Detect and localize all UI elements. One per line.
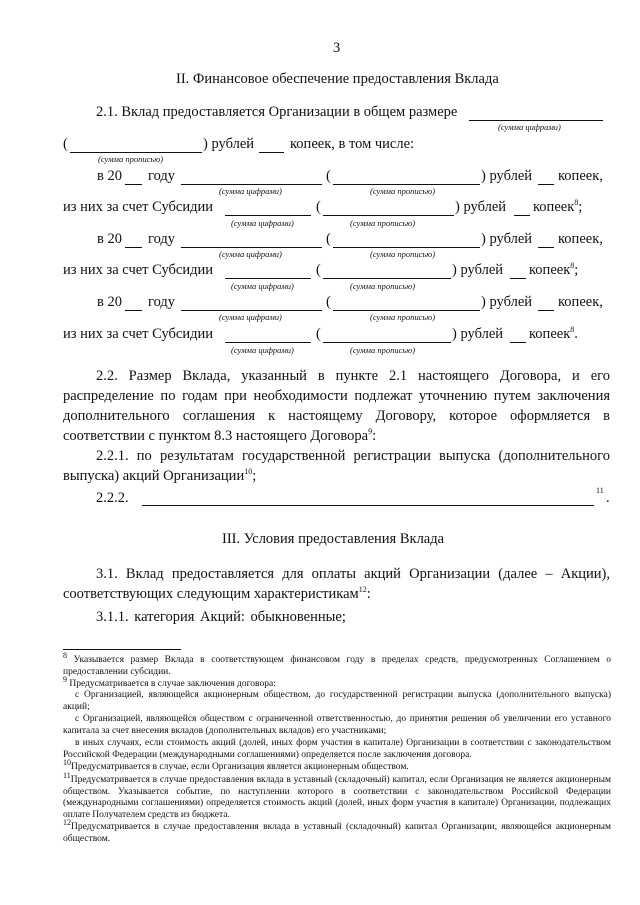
- kopeks-including-label: копеек, в том числе:: [290, 136, 415, 152]
- footnote-10: $^{10}$Предусматривается в случае, если Организация является акционерным обществом.: [63, 757, 409, 772]
- kopeks-label: копеек,: [558, 231, 603, 247]
- hint-digits: (сумма цифрами): [498, 122, 561, 132]
- rubles-label: ) рублей: [452, 262, 504, 278]
- hint-words: (сумма прописью): [350, 281, 416, 291]
- clause-3-1: 3.1. Вклад предоставляется для оплаты акций Организации (далее – Акции), соответствующих следующим характеристикам$^{12}$:: [63, 566, 610, 602]
- hint-digits: (сумма цифрами): [219, 186, 282, 196]
- subsidy-prefix: из них за счет Субсидии: [63, 262, 213, 278]
- rubles-label: ) рублей: [481, 294, 533, 310]
- year-2-digits-blank[interactable]: [181, 247, 322, 248]
- year-prefix: в 20: [97, 231, 122, 247]
- year-1-kopeks-blank[interactable]: [538, 184, 554, 185]
- hint-words: (сумма прописью): [370, 249, 436, 259]
- hint-words: (сумма прописью): [370, 186, 436, 196]
- footnote-ref-12[interactable]: 12: [358, 585, 367, 595]
- rubles-label: ) рублей: [203, 136, 255, 152]
- subsidy-3-digits-blank[interactable]: [225, 342, 311, 343]
- year-suffix: году: [148, 231, 176, 247]
- hint-digits: (сумма цифрами): [219, 312, 282, 322]
- subsidy-1-kopeks-blank[interactable]: [514, 215, 530, 216]
- total-words-blank[interactable]: [70, 152, 202, 153]
- hint-words: (сумма прописью): [350, 218, 416, 228]
- subsidy-3-kopeks-blank[interactable]: [510, 342, 526, 343]
- subsidy-3-words-blank[interactable]: [323, 342, 451, 343]
- year-prefix: в 20: [97, 294, 122, 310]
- year-3-kopeks-blank[interactable]: [538, 310, 554, 311]
- clause-2-2: 2.2. Размер Вклада, указанный в пункте 2.1 настоящего Договора, и его распределение по годам при необходимости подлежат уточнению путем заключения дополнительного соглашения к настоящему Договору, которое оформляется в соответствии с пунктом 8.3 настоящего Договора$^9$:: [63, 368, 610, 444]
- page-number: 3: [333, 40, 341, 56]
- footnote-12: $^{12}$Предусматривается в случае предоставления вклада в уставный (складочный) капитал Организации, являющейся акционерным обществом.: [63, 817, 611, 844]
- hint-digits: (сумма цифрами): [231, 281, 294, 291]
- open-paren: (: [316, 199, 321, 215]
- subsidy-2-kopeks-blank[interactable]: [510, 278, 526, 279]
- total-digits-blank[interactable]: [469, 120, 603, 121]
- year-2-kopeks-blank[interactable]: [538, 247, 554, 248]
- footnote-ref-10[interactable]: 10: [244, 467, 253, 477]
- open-paren: (: [326, 294, 331, 310]
- section-3-title: III. Условия предоставления Вклада: [222, 531, 445, 547]
- year-1-blank[interactable]: [125, 184, 142, 185]
- clause-2-1-text: 2.1. Вклад предоставляется Организации в общем размере: [96, 104, 458, 120]
- rubles-label: ) рублей: [455, 199, 507, 215]
- open-paren: (: [63, 136, 68, 152]
- rubles-label: ) рублей: [452, 326, 504, 342]
- rubles-label: ) рублей: [481, 168, 533, 184]
- footnote-ref-9[interactable]: 9: [368, 427, 373, 437]
- kopeks-end-label: копеек$^8$.: [529, 325, 578, 342]
- hint-words: (сумма прописью): [98, 154, 164, 164]
- footnote-9: $^9$ Предусматривается в случае заключения договора:: [63, 674, 276, 689]
- footnote-ref-8[interactable]: 8: [570, 261, 575, 271]
- clause-2-2-1: 2.2.1. по результатам государственной регистрации выпуска (дополнительного выпуска) акций Организации$^{10}$;: [63, 448, 610, 484]
- subsidy-1-words-blank[interactable]: [323, 215, 454, 216]
- subsidy-2-words-blank[interactable]: [323, 278, 451, 279]
- open-paren: (: [326, 168, 331, 184]
- footnote-ref-11[interactable]: 11: [596, 486, 604, 495]
- hint-digits: (сумма цифрами): [219, 249, 282, 259]
- hint-digits: (сумма цифрами): [231, 345, 294, 355]
- footnote-ref-8[interactable]: 8: [574, 198, 579, 208]
- year-3-blank[interactable]: [125, 310, 142, 311]
- year-3-digits-blank[interactable]: [181, 310, 322, 311]
- kopeks-end-label: копеек$^8$;: [529, 261, 579, 278]
- clause-2-2-2-number: 2.2.2.: [96, 490, 129, 506]
- year-suffix: году: [148, 294, 176, 310]
- open-paren: (: [316, 326, 321, 342]
- hint-digits: (сумма цифрами): [231, 218, 294, 228]
- kopeks-end-label: копеек$^8$;: [533, 198, 583, 215]
- rubles-label: ) рублей: [481, 231, 533, 247]
- footnote-9-item-c: в иных случаях, если стоимость акций (долей, иных форм участия в капитале) Организации в соответствии с законодательством Российской Федерации (международными соглашениями) определяется после заключения договора.: [63, 738, 611, 760]
- period: .: [606, 490, 610, 506]
- year-1-words-blank[interactable]: [333, 184, 480, 185]
- year-1-digits-blank[interactable]: [181, 184, 322, 185]
- clause-2-2-2-blank[interactable]: [142, 505, 594, 506]
- open-paren: (: [326, 231, 331, 247]
- total-kopeks-blank[interactable]: [259, 152, 284, 153]
- footnote-ref-8[interactable]: 8: [570, 325, 575, 335]
- open-paren: (: [316, 262, 321, 278]
- footnote-8: $^8$ Указывается размер Вклада в соответствующем финансовом году в пределах средств, предусмотренных Соглашением о предоставлении субсидии.: [63, 650, 611, 677]
- year-2-words-blank[interactable]: [333, 247, 480, 248]
- subsidy-1-digits-blank[interactable]: [225, 215, 311, 216]
- clause-3-1-1: 3.1.1. категория Акций: обыкновенные;: [96, 609, 346, 625]
- subsidy-prefix: из них за счет Субсидии: [63, 326, 213, 342]
- year-3-words-blank[interactable]: [333, 310, 480, 311]
- year-prefix: в 20: [97, 168, 122, 184]
- subsidy-2-digits-blank[interactable]: [225, 278, 311, 279]
- hint-words: (сумма прописью): [370, 312, 436, 322]
- year-suffix: году: [148, 168, 176, 184]
- section-2-title: II. Финансовое обеспечение предоставления Вклада: [176, 71, 499, 87]
- footnote-9-item-b: с Организацией, являющейся обществом с ограниченной ответственностью, до принятия решения об увеличении его уставного капитала за счет внесения вкладов (дополнительных вкладов) его участниками;: [63, 714, 611, 736]
- footnote-11: $^{11}$Предусматривается в случае предоставления вклада в уставный (складочный) капитал, если Организация не является акционерным обществом. Указывается событие, по наступлении которого в соответствии с законодательством Российской Федерации (международными соглашениями) определяется стоимость акций (долей, иных форм участия в капитале) Организации, подлежащих оплате Получателем средств из бюджета.: [63, 770, 611, 820]
- hint-words: (сумма прописью): [350, 345, 416, 355]
- year-2-blank[interactable]: [125, 247, 142, 248]
- footnote-separator: [63, 649, 181, 650]
- kopeks-label: копеек,: [558, 294, 603, 310]
- footnote-9-item-a: с Организацией, являющейся акционерным обществом, до государственной регистрации выпуска (дополнительного выпуска) акций;: [63, 690, 611, 712]
- kopeks-label: копеек,: [558, 168, 603, 184]
- subsidy-prefix: из них за счет Субсидии: [63, 199, 213, 215]
